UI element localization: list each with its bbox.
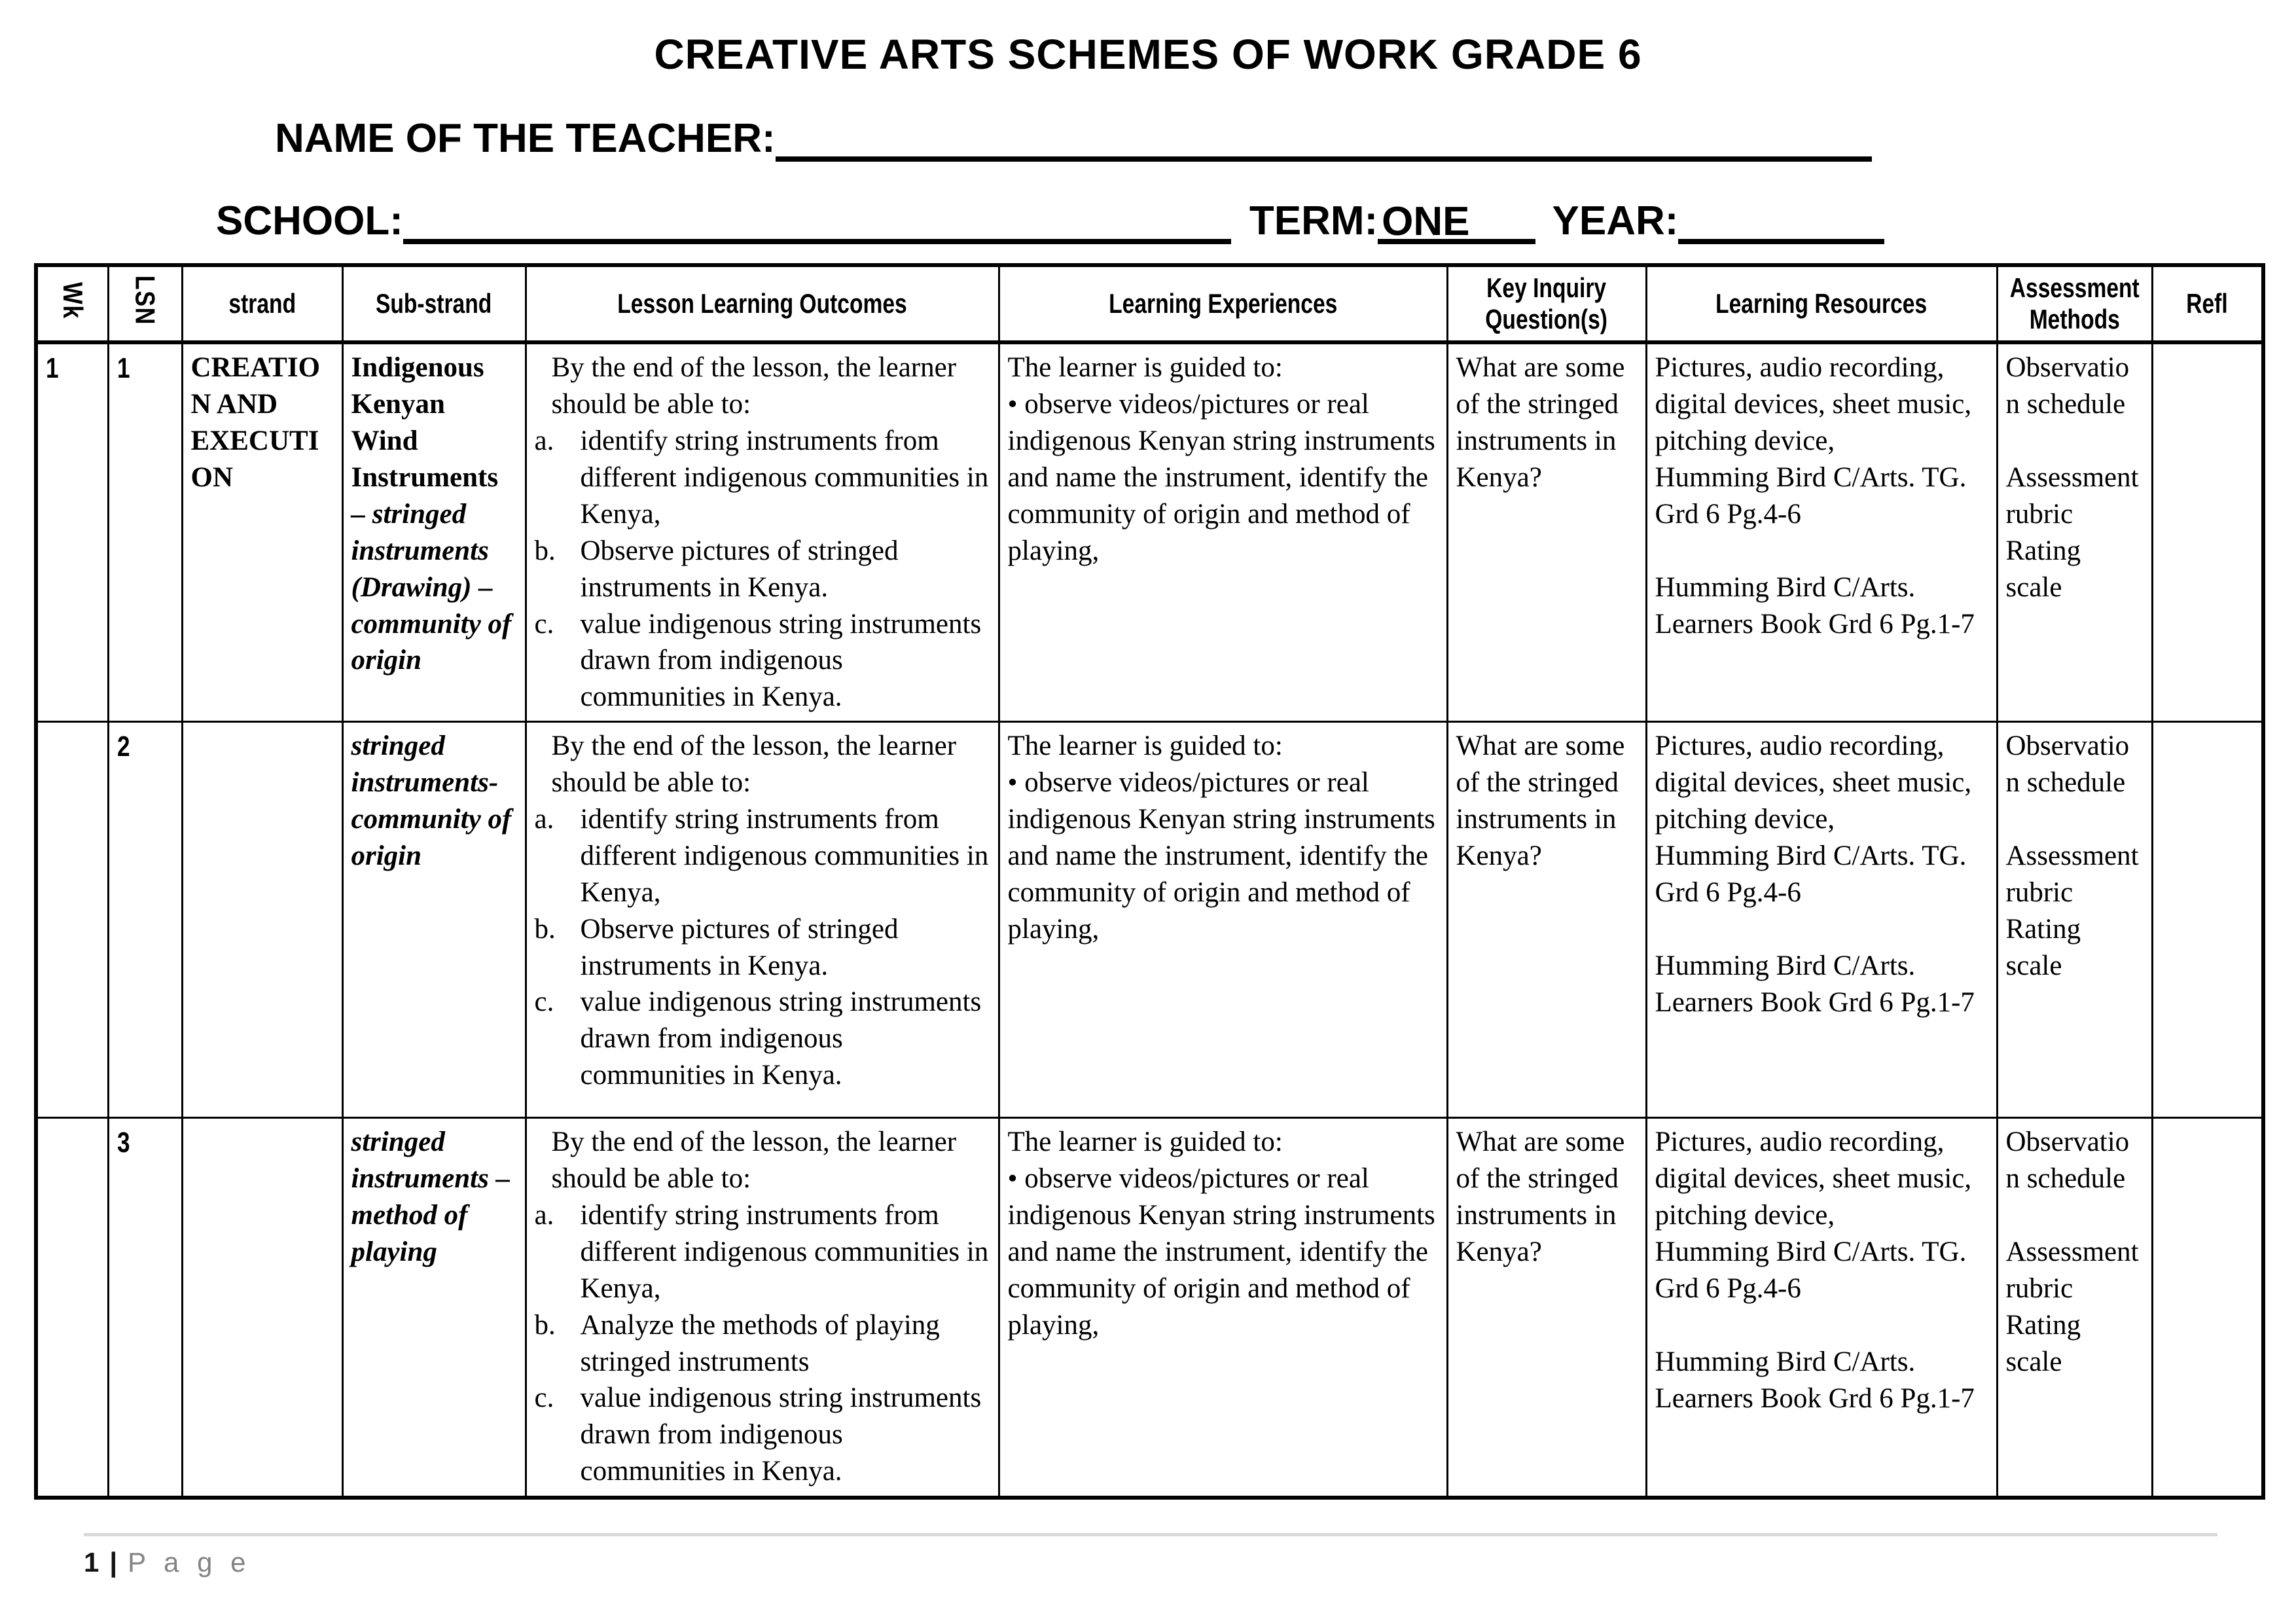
teacher-label: NAME OF THE TEACHER: [275,116,776,161]
col-header-strand: strand [182,265,342,342]
col-header-outcomes: Lesson Learning Outcomes [526,265,999,342]
resource-paragraph: Humming Bird C/Arts. Learners Book Grd 6 Pg.1-7 [1655,950,1975,1018]
page-footer [84,1533,2217,1578]
resources-cell [1646,722,1997,1118]
outcome-item: b. Analyze the methods of playing stringed instruments [534,1309,940,1377]
experiences-bullet: • observe videos/pictures or real indigenous Kenyan string instruments and name the instrument, identify the community of origin and method of playing, [1007,767,1435,945]
table-header-row [36,265,2263,342]
col-header-lsn: LSN [108,265,182,342]
teacher-name-blank [776,120,1872,162]
table-row-lesson-1 [36,342,2263,721]
assessment-paragraph: Observation schedule [2005,731,2130,799]
assessment-paragraph: Rating scale [2005,535,2081,603]
assessment-paragraph [2006,801,2144,838]
experiences-intro: The learner is guided to: [1007,731,1283,762]
outcomes-intro: By the end of the lesson, the learner should be able to: [551,731,957,799]
assessment-paragraph [2006,423,2144,460]
refl-cell [2152,722,2263,1118]
resource-paragraph: Humming Bird C/Arts. TG. Grd 6 Pg.4-6 [1655,840,1967,908]
resource-paragraph [1655,1307,1988,1344]
lsn-cell: 3 [108,1118,182,1498]
experiences-bullet: • observe videos/pictures or real indigenous Kenyan string instruments and name the instrument, identify the community of origin and method of playing, [1007,389,1435,566]
strand-cell: CREATION AND EXECUTION [182,342,342,721]
col-header-wk: Wk [36,265,108,342]
outcome-item: b. Observe pictures of stringed instruments in Kenya. [534,913,899,981]
term-label: TERM: [1249,198,1378,244]
teacher-name-line [275,115,1872,162]
experiences-cell [999,1118,1447,1498]
sub-strand-cell: Indigenous Kenyan Wind Instruments – stringed instruments (Drawing) – community of origin [342,342,526,721]
col-header-assessment: Assessment Methods [1997,265,2152,342]
resource-paragraph: Pictures, audio recording, digital devices, sheet music, pitching device, [1655,731,1972,835]
assessment-cell [1997,722,2152,1118]
assessment-paragraph: Rating scale [2005,913,2081,981]
col-header-experiences: Learning Experiences [999,265,1447,342]
assessment-paragraph: Assessment rubric [2005,462,2139,530]
resources-cell [1646,342,1997,721]
resource-paragraph: Humming Bird C/Arts. Learners Book Grd 6 Pg.1-7 [1655,571,1975,640]
col-header-sub-strand: Sub-strand [342,265,526,342]
assessment-paragraph [2006,1197,2144,1234]
resource-paragraph: Humming Bird C/Arts. Learners Book Grd 6 Pg.1-7 [1655,1346,1975,1414]
experiences-intro: The learner is guided to: [1007,1127,1283,1158]
school-term-year-line [216,198,1884,244]
col-header-resources: Learning Resources [1646,265,1997,342]
outcomes-cell [526,342,999,721]
resource-paragraph [1655,911,1988,948]
resource-paragraph: Humming Bird C/Arts. TG. Grd 6 Pg.4-6 [1655,1236,1967,1304]
experiences-cell [999,722,1447,1118]
school-label: SCHOOL: [216,198,403,244]
assessment-paragraph: Observation schedule [2005,1127,2130,1195]
footer-page-number: 1 [84,1547,99,1578]
outcome-item: c. value indigenous string instruments drawn from indigenous communities in Kenya. [534,608,982,713]
outcomes-intro: By the end of the lesson, the learner should be able to: [551,352,957,420]
page-title: CREATIVE ARTS SCHEMES OF WORK GRADE 6 [654,31,1642,78]
assessment-paragraph: Assessment rubric [2005,1236,2139,1304]
footer-separator: | [109,1547,118,1578]
outcomes-intro: By the end of the lesson, the learner should be able to: [551,1127,957,1195]
school-blank [403,202,1231,244]
outcome-item: a. identify string instruments from different indigenous communities in Kenya, [534,425,989,530]
inquiry-cell: What are some of the stringed instruments in Kenya? [1447,722,1646,1118]
col-header-refl: Refl [2152,265,2263,342]
year-label: YEAR: [1552,198,1679,244]
term-value: ONE [1378,198,1535,244]
experiences-cell [999,342,1447,721]
outcome-item: a. identify string instruments from different indigenous communities in Kenya, [534,1199,989,1304]
wk-cell [36,722,108,1118]
year-blank [1678,202,1884,244]
table-row-lesson-3 [36,1118,2263,1498]
outcome-item: c. value indigenous string instruments drawn from indigenous communities in Kenya. [534,1382,982,1487]
experiences-bullet: • observe videos/pictures or real indigenous Kenyan string instruments and name the instrument, identify the community of origin and method of playing, [1007,1163,1435,1341]
refl-cell [2152,342,2263,721]
outcome-item: b. Observe pictures of stringed instruments in Kenya. [534,535,899,603]
resource-paragraph: Humming Bird C/Arts. TG. Grd 6 Pg.4-6 [1655,461,1967,530]
inquiry-cell: What are some of the stringed instruments in Kenya? [1447,1118,1646,1498]
strand-cell [182,722,342,1118]
lsn-cell: 1 [108,342,182,721]
sub-strand-cell: stringed instruments – method of playing [342,1118,526,1498]
strand-cell [182,1118,342,1498]
outcomes-cell [526,722,999,1118]
footer-page-word: P a g e [128,1547,251,1578]
assessment-cell [1997,1118,2152,1498]
assessment-paragraph: Assessment rubric [2005,840,2139,908]
resource-paragraph: Pictures, audio recording, digital devices, sheet music, pitching device, [1655,352,1972,457]
lsn-cell: 2 [108,722,182,1118]
wk-cell: 1 [36,342,108,721]
resources-cell [1646,1118,1997,1498]
resource-paragraph [1655,533,1988,569]
wk-cell [36,1118,108,1498]
inquiry-cell: What are some of the stringed instruments in Kenya? [1447,342,1646,721]
outcomes-cell [526,1118,999,1498]
resource-paragraph: Pictures, audio recording, digital devices, sheet music, pitching device, [1655,1127,1972,1231]
sub-strand-cell: stringed instruments- community of origin [342,722,526,1118]
assessment-paragraph: Observation schedule [2005,352,2130,420]
assessment-cell [1997,342,2152,721]
experiences-intro: The learner is guided to: [1007,352,1283,384]
table-row-lesson-2 [36,722,2263,1118]
outcome-item: a. identify string instruments from different indigenous communities in Kenya, [534,803,989,908]
col-header-inquiry: Key Inquiry Question(s) [1447,265,1646,342]
outcome-item: c. value indigenous string instruments drawn from indigenous communities in Kenya. [534,986,982,1091]
assessment-paragraph: Rating scale [2005,1309,2081,1377]
refl-cell [2152,1118,2263,1498]
schemes-of-work-table [34,263,2265,1500]
